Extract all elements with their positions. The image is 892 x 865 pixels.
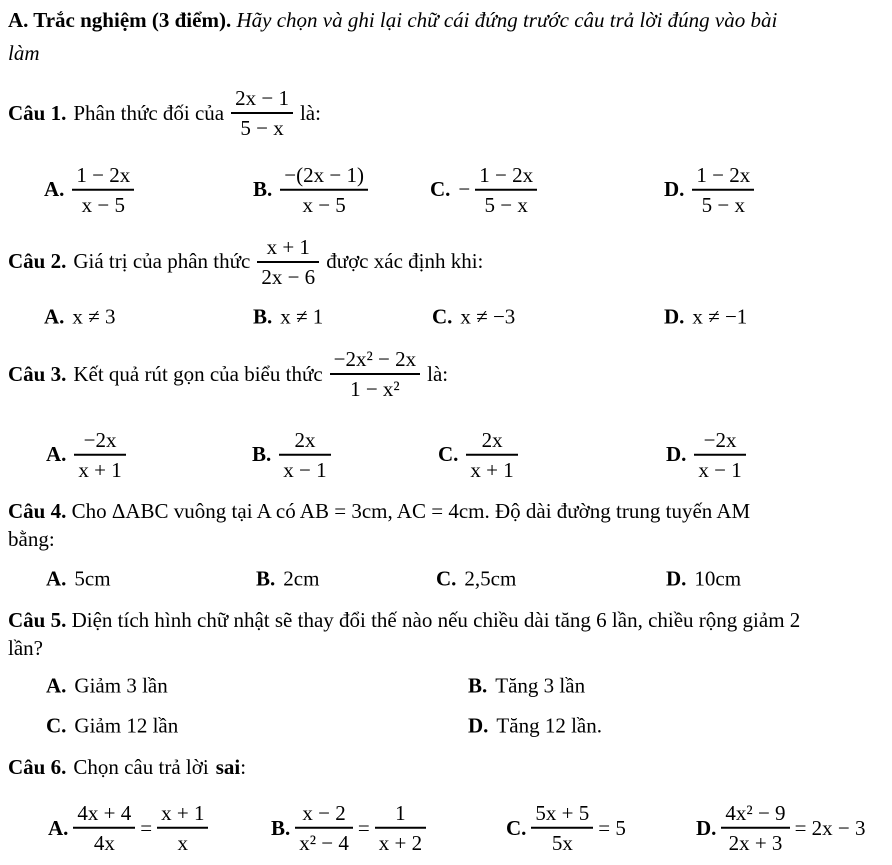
- fraction: [295, 800, 353, 857]
- option-letter: A.: [46, 442, 67, 467]
- fraction: [231, 85, 293, 142]
- question-5-label: Câu 5.: [8, 607, 67, 632]
- question-6-option-b: [271, 800, 426, 857]
- fraction-denominator: 5x: [551, 830, 573, 855]
- fraction-denominator: x + 2: [378, 830, 423, 855]
- question-2-option-a: [44, 305, 115, 330]
- question-6-text: Chọn câu trả lời: [73, 754, 209, 779]
- fraction-denominator: x: [177, 830, 189, 855]
- option-letter: D.: [664, 304, 685, 329]
- fraction-numerator: 5x + 5: [531, 800, 593, 829]
- question-5-text-line2: lần?: [8, 636, 43, 661]
- question-3-text-post: là:: [427, 361, 449, 386]
- question-1-text: Phân thức đối của: [73, 100, 225, 125]
- question-4-option-b: [256, 566, 319, 591]
- option-text: Giảm 12 lần: [74, 713, 179, 738]
- fraction-denominator: 5 − x: [701, 192, 746, 217]
- question-2-stem: [8, 234, 886, 291]
- question-3-options: [8, 419, 886, 491]
- question-6-text-bold: [216, 755, 246, 780]
- fraction-numerator: 2x: [279, 426, 330, 455]
- question-5-options-row2: [8, 711, 886, 741]
- question-4-option-a: [46, 566, 111, 591]
- fraction: [257, 234, 319, 291]
- option-letter: A.: [44, 304, 65, 329]
- question-6-stem: [8, 755, 886, 780]
- question-3-option-c: [438, 426, 518, 483]
- fraction-numerator: −2x: [694, 426, 745, 455]
- fraction: [531, 800, 593, 857]
- option-text: x ≠ −3: [460, 304, 516, 329]
- fraction: [466, 426, 517, 483]
- question-5-options-row1: [8, 671, 886, 701]
- option-text: 5cm: [74, 566, 111, 591]
- option-text: 2cm: [283, 566, 320, 591]
- option-letter: C.: [438, 442, 459, 467]
- equation-rhs: = 5: [598, 815, 626, 840]
- question-6-label: Câu 6.: [8, 754, 67, 779]
- question-4-option-d: [666, 566, 741, 591]
- fraction: [74, 426, 125, 483]
- question-4-stem: [8, 497, 886, 554]
- option-letter: A.: [46, 673, 67, 698]
- fraction-numerator: x + 1: [257, 234, 319, 263]
- fraction: [375, 800, 426, 857]
- question-6-keyword: sai: [215, 754, 241, 779]
- fraction-numerator: 1 − 2x: [72, 161, 134, 190]
- fraction: [330, 346, 420, 403]
- fraction: [73, 800, 135, 857]
- question-1-label: Câu 1.: [8, 100, 67, 125]
- option-text: 10cm: [694, 566, 742, 591]
- minus-sign: −: [458, 177, 471, 202]
- question-2-label: Câu 2.: [8, 249, 67, 274]
- question-1-option-d: [664, 161, 754, 218]
- option-letter: B.: [252, 442, 272, 467]
- question-1-option-b: [253, 161, 368, 218]
- option-text: Tăng 3 lần: [495, 673, 586, 698]
- option-letter: B.: [253, 304, 273, 329]
- fraction: [694, 426, 745, 483]
- question-1-option-c: [430, 161, 537, 218]
- fraction: [475, 161, 537, 218]
- question-1-options: [8, 154, 886, 226]
- section-header: [8, 4, 886, 69]
- question-6-option-a: [48, 800, 208, 857]
- fraction: [721, 800, 789, 857]
- option-text: x ≠ −1: [692, 304, 748, 329]
- fraction-denominator: 2x − 6: [261, 264, 316, 289]
- question-2-options: [8, 302, 886, 332]
- fraction: [280, 161, 368, 218]
- question-5-stem: [8, 606, 886, 663]
- question-6-option-d: [696, 800, 866, 857]
- fraction-denominator: 5 − x: [240, 116, 284, 141]
- equals-sign: =: [357, 815, 370, 840]
- question-5-option-b: [468, 673, 585, 698]
- fraction-numerator: 2x: [466, 426, 517, 455]
- fraction-denominator: x + 1: [470, 457, 514, 482]
- fraction-numerator: x + 1: [157, 800, 208, 829]
- question-3-option-a: [46, 426, 126, 483]
- option-letter: B.: [256, 566, 276, 591]
- option-letter: D.: [664, 177, 685, 202]
- equals-sign: =: [140, 815, 153, 840]
- fraction-numerator: 4x² − 9: [721, 800, 789, 829]
- fraction: [692, 161, 754, 218]
- option-letter: A.: [48, 815, 69, 840]
- fraction-numerator: −2x: [74, 426, 125, 455]
- fraction: [157, 800, 208, 857]
- option-letter: C.: [430, 177, 451, 202]
- fraction-numerator: 1 − 2x: [692, 161, 754, 190]
- fraction: [72, 161, 134, 218]
- option-letter: D.: [696, 815, 717, 840]
- fraction-denominator: x − 5: [302, 192, 346, 217]
- question-4-options: [8, 564, 886, 594]
- question-6-colon: :: [240, 754, 247, 779]
- question-4-text-line1: Cho ΔABC vuông tại A có AB = 3cm, AC = 4cm. Độ dài đường trung tuyến AM: [71, 498, 751, 523]
- fraction-numerator: 1: [375, 800, 426, 829]
- question-3-stem: [8, 346, 886, 403]
- question-4-label: Câu 4.: [8, 498, 67, 523]
- option-letter: C.: [506, 815, 527, 840]
- option-letter: A.: [44, 177, 65, 202]
- question-3-option-d: [666, 426, 746, 483]
- option-letter: B.: [253, 177, 273, 202]
- section-instruction-line1: Hãy chọn và ghi lại chữ cái đứng trước câu trả lời đúng vào bài: [236, 8, 778, 32]
- question-4-option-c: [436, 566, 516, 591]
- option-letter: A.: [46, 566, 67, 591]
- option-text: x ≠ 1: [280, 304, 324, 329]
- fraction-denominator: x + 1: [78, 457, 122, 482]
- fraction-denominator: 5 − x: [484, 192, 528, 217]
- section-instruction-line2: làm: [8, 40, 40, 65]
- option-text: 2,5cm: [464, 566, 517, 591]
- fraction-denominator: x − 1: [698, 457, 742, 482]
- question-5-option-a: [46, 673, 168, 698]
- fraction-denominator: x − 5: [81, 192, 126, 217]
- option-letter: D.: [666, 442, 687, 467]
- option-letter: B.: [271, 815, 291, 840]
- fraction-numerator: x − 2: [295, 800, 353, 829]
- fraction: [279, 426, 330, 483]
- fraction-numerator: −2x² − 2x: [330, 346, 420, 375]
- fraction-denominator: x² − 4: [299, 830, 349, 855]
- question-6-option-c: [506, 800, 626, 857]
- option-letter: C.: [46, 713, 67, 738]
- fraction-numerator: 1 − 2x: [475, 161, 537, 190]
- fraction-denominator: 2x + 3: [728, 830, 783, 855]
- option-letter: C.: [432, 304, 453, 329]
- question-2-option-d: [664, 305, 747, 330]
- question-2-option-b: [253, 305, 323, 330]
- question-5-text-line1: Diện tích hình chữ nhật sẽ thay đổi thế nào nếu chiều dài tăng 6 lần, chiều rộng giảm 2: [71, 607, 801, 632]
- section-title: A. Trắc nghiệm (3 điểm).: [8, 8, 232, 32]
- question-3-label: Câu 3.: [8, 361, 67, 386]
- option-letter: C.: [436, 566, 457, 591]
- fraction-denominator: 1 − x²: [350, 377, 400, 402]
- question-2-option-c: [432, 305, 515, 330]
- question-6-options: [8, 792, 886, 864]
- option-text: x ≠ 3: [72, 304, 116, 329]
- equation-rhs: = 2x − 3: [794, 815, 866, 840]
- question-1-stem: [8, 85, 886, 142]
- question-3-option-b: [252, 426, 331, 483]
- option-text: Tăng 12 lần.: [496, 713, 602, 738]
- option-letter: D.: [468, 713, 489, 738]
- question-1-option-a: [44, 161, 134, 218]
- fraction-denominator: x − 1: [283, 457, 327, 482]
- question-4-text-line2: bằng:: [8, 527, 55, 552]
- option-letter: B.: [468, 673, 488, 698]
- fraction-denominator: 4x: [93, 830, 115, 855]
- question-5-option-c: [46, 713, 178, 738]
- question-3-text: Kết quả rút gọn của biểu thức: [73, 361, 323, 386]
- fraction-numerator: 2x − 1: [231, 85, 293, 114]
- fraction-numerator: −(2x − 1): [280, 161, 368, 190]
- question-1-text-post: là:: [299, 100, 321, 125]
- question-5-option-d: [468, 713, 602, 738]
- option-text: Giảm 3 lần: [74, 673, 168, 698]
- question-2-text-post: được xác định khi:: [326, 249, 484, 274]
- question-2-text: Giá trị của phân thức: [73, 249, 251, 274]
- option-letter: D.: [666, 566, 687, 591]
- fraction-numerator: 4x + 4: [73, 800, 135, 829]
